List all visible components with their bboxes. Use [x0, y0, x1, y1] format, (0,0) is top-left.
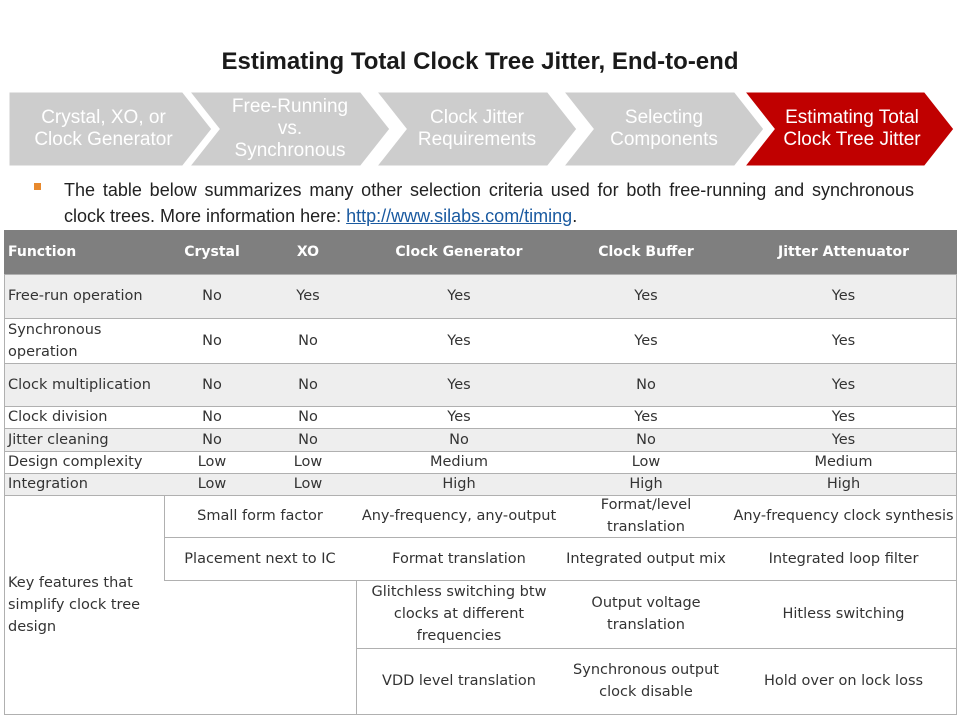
feature-cell: VDD level translation	[382, 673, 536, 689]
table-cell: Yes	[831, 332, 856, 349]
table-row-divider	[4, 363, 957, 364]
table-cell: No	[202, 332, 222, 349]
feature-cell: Format translation	[392, 550, 526, 567]
summary-bullet	[34, 177, 914, 229]
feature-cell: Any-frequency, any-output	[361, 508, 557, 524]
table-cell: No	[202, 409, 222, 425]
feature-cell: Small form factor	[197, 508, 323, 524]
table-cell: Yes	[831, 409, 856, 425]
selection-criteria-table	[4, 230, 957, 716]
table-row-divider	[4, 473, 957, 474]
row-label: Free-run operation	[8, 288, 143, 304]
step-3: Clock Jitter Requirements	[417, 107, 537, 150]
table-row-divider	[4, 406, 957, 407]
table-cell: Yes	[296, 288, 320, 304]
step-1: Crystal, XO, or Clock Generator	[34, 107, 173, 150]
table-cell: Low	[293, 476, 323, 492]
bullet-square-icon	[34, 183, 41, 190]
table-cell: No	[202, 376, 222, 393]
table-cell: Yes	[831, 431, 856, 448]
feature-cell: Any-frequency clock synthesis	[733, 508, 954, 524]
feature-col-divider	[356, 580, 357, 714]
table-cell: Low	[197, 454, 227, 470]
table-cell: Yes	[831, 376, 856, 393]
row-label: Clock multiplication	[8, 376, 151, 393]
feature-cell: Integrated output mix	[566, 550, 726, 567]
table-left-border	[4, 274, 5, 715]
table-cell: Yes	[447, 376, 471, 393]
table-bottom-border	[4, 714, 957, 715]
table-cell: Yes	[447, 409, 471, 425]
table-cell: No	[298, 376, 318, 393]
header-crystal: Crystal	[184, 244, 240, 260]
table-row-divider	[4, 274, 957, 275]
step-2: Free-Running vs. Synchronous	[231, 96, 349, 161]
timing-link[interactable]: http://www.silabs.com/timing	[346, 206, 573, 226]
feature-row-divider	[356, 648, 957, 649]
header-xo: XO	[296, 244, 320, 260]
row-label: Jitter cleaning	[8, 431, 109, 448]
table-cell: Low	[197, 476, 227, 492]
row-label: Design complexity	[8, 454, 143, 470]
key-features-label: Key features that simplify clock tree design	[8, 574, 141, 635]
feature-cell	[164, 648, 356, 714]
feature-row-divider	[164, 537, 957, 538]
table-cell: No	[298, 431, 318, 448]
table-cell: No	[449, 431, 469, 448]
feature-cell	[164, 580, 356, 648]
feature-cell: Output voltage translation	[591, 595, 701, 633]
table-cell: Low	[293, 454, 323, 470]
table-cell: Medium	[430, 454, 488, 470]
table-cell: Low	[631, 454, 661, 470]
header-clock-buffer: Clock Buffer	[598, 244, 694, 260]
table-cell: No	[636, 376, 656, 393]
feature-cell: Synchronous output clock disable	[573, 662, 719, 700]
page-title: Estimating Total Clock Tree Jitter, End-to-end	[221, 48, 739, 75]
header-clock-generator: Clock Generator	[395, 244, 523, 260]
table-cell: High	[442, 476, 476, 492]
table-cell: No	[298, 409, 318, 425]
feature-cell: Hold over on lock loss	[763, 673, 924, 689]
table-row-divider	[4, 451, 957, 452]
header-function: Function	[8, 244, 77, 260]
feature-cell: Placement next to IC	[184, 550, 336, 567]
table-cell: High	[826, 476, 861, 492]
table-cell: Yes	[447, 332, 471, 349]
table-cell: No	[636, 431, 656, 448]
table-cell: Yes	[634, 332, 658, 349]
feature-col-divider	[164, 495, 165, 580]
step-4: Selecting Components	[610, 107, 718, 150]
feature-cell: Format/level translation	[600, 497, 692, 535]
table-cell: Yes	[447, 288, 471, 304]
header-jitter-attenuator: Jitter Attenuator	[778, 244, 909, 260]
bullet-text: The table below summarizes many other selection criteria used for both free-running and synchronous clock trees. More information here:	[64, 180, 914, 226]
table-cell: Medium	[814, 454, 873, 470]
table-cell: No	[298, 332, 318, 349]
feature-row-divider	[164, 580, 957, 581]
table-right-border	[956, 274, 957, 715]
table-cell: No	[202, 431, 222, 448]
bullet-text-block	[64, 177, 914, 229]
table-cell: High	[629, 476, 663, 492]
table-cell: Yes	[634, 288, 658, 304]
table-cell: No	[202, 288, 222, 304]
table-row-divider	[4, 428, 957, 429]
row-label: Synchronous operation	[8, 321, 102, 360]
feature-cell: Hitless switching	[782, 606, 905, 622]
table-cell: Yes	[831, 288, 856, 304]
row-label: Integration	[8, 476, 88, 492]
process-steps	[8, 91, 960, 167]
table-cell: Yes	[634, 409, 658, 425]
table-row-divider	[4, 318, 957, 319]
step-5-active: Estimating Total Clock Tree Jitter	[783, 107, 921, 150]
bullet-trailing: .	[572, 206, 578, 226]
feature-cell: Integrated loop filter	[768, 550, 919, 567]
feature-cell: Glitchless switching btw clocks at different frequencies	[371, 584, 547, 644]
row-label: Clock division	[8, 409, 108, 425]
